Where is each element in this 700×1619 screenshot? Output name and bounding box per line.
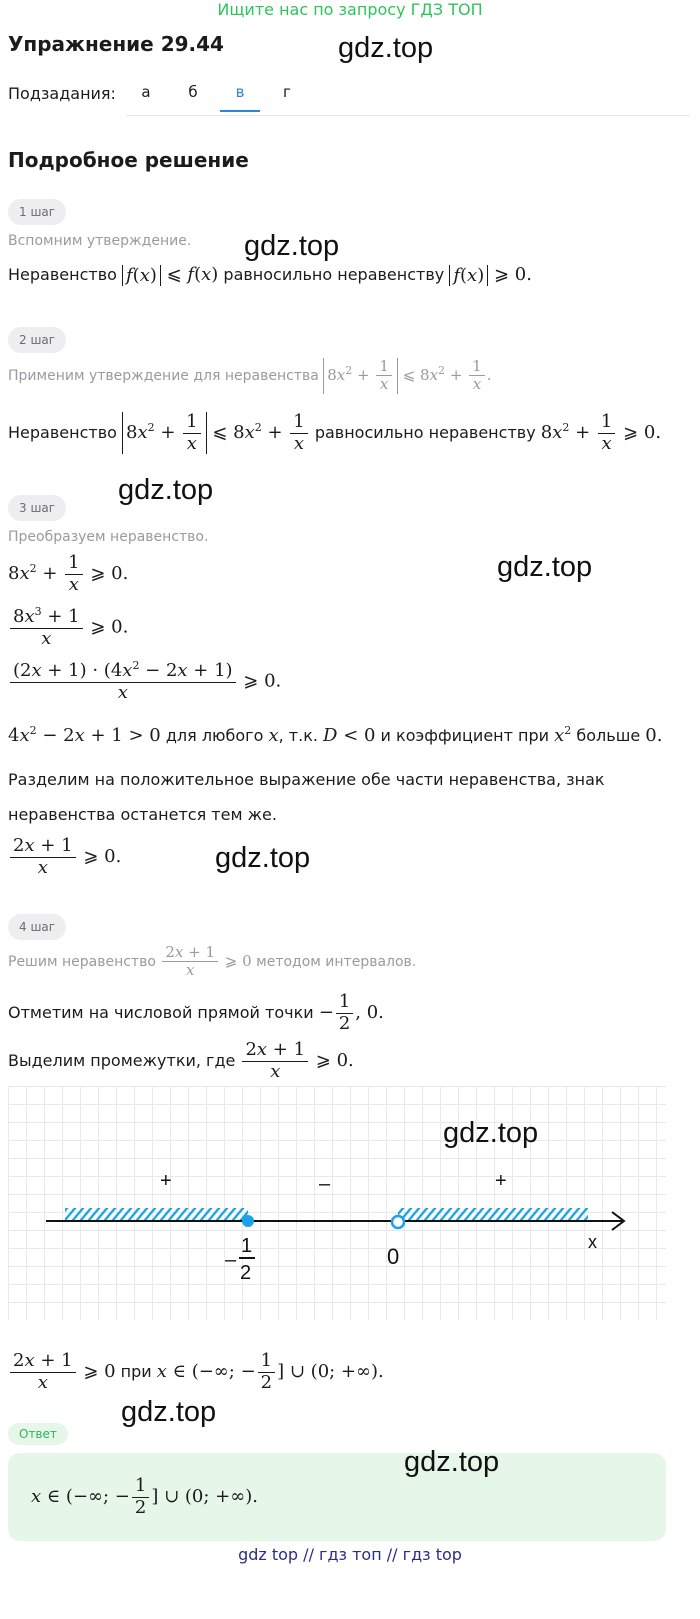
- watermark: gdz.top: [118, 474, 214, 506]
- subtasks-tabs: [126, 76, 690, 116]
- step-3-text-d: больше: [576, 726, 641, 745]
- step-3-text-a: для любого: [165, 726, 264, 745]
- point-left-minus: –: [225, 1249, 237, 1271]
- step-badge-4: 4 шаг: [8, 914, 66, 940]
- formula-line-4: $\frac{2x + 1}{x}$ ⩾ 0.: [8, 836, 121, 878]
- formula: $8x^2$ + $\frac{1}{x}$ ⩽ $8x^2$ + $\frac{1}{x}$: [122, 422, 310, 443]
- step-2-hint: [8, 358, 491, 394]
- step-4-line-1: [8, 992, 384, 1034]
- step-2-statement: [8, 412, 661, 454]
- sign-right: +: [495, 1170, 507, 1192]
- number-line: [8, 1086, 666, 1320]
- step-4-line-2: [8, 1040, 354, 1082]
- footer-link-1[interactable]: gdz top: [238, 1545, 299, 1564]
- formula: $8x^2$ + $\frac{1}{x}$ ⩽ $8x^2$ + $\frac{1}{x}$ .: [323, 366, 491, 384]
- footer-link-3[interactable]: гдз top: [402, 1545, 462, 1564]
- footer-separator: //: [303, 1545, 314, 1564]
- page-title: Упражнение 29.44: [8, 32, 224, 56]
- step-4-hint: [8, 944, 416, 980]
- watermark: gdz.top: [404, 1446, 500, 1478]
- step-1-hint: Вспомним утверждение.: [8, 233, 192, 249]
- step-3-text-b: , т.к.: [278, 726, 318, 745]
- step-4-line-2-text: Выделим промежутки, где: [8, 1051, 236, 1071]
- formula: $\frac{2x + 1}{x}$ ⩾ 0.: [240, 1050, 353, 1071]
- step-3-hint: Преобразуем неравенство.: [8, 529, 209, 545]
- section-title: Подробное решение: [8, 148, 249, 172]
- formula-line-2: $\frac{8x^3 + 1}{x}$ ⩾ 0.: [8, 606, 128, 649]
- step-3-text-c: и коэффициент при: [380, 726, 550, 745]
- step-2-hint-text: Применим утверждение для неравенства: [8, 367, 319, 384]
- point-left-filled: [242, 1215, 254, 1227]
- point-left-denominator: 2: [240, 1262, 252, 1284]
- formula-line-3: $\frac{(2x + 1) \cdot (4x^2 - 2x + 1)}{x}$ ⩾ 0.: [8, 660, 281, 703]
- footer-separator: //: [386, 1545, 398, 1564]
- step-4-conclusion-text: при: [120, 1362, 152, 1382]
- formula: $8x^2$ + $\frac{1}{x}$ ⩾ 0.: [540, 411, 662, 454]
- formula-line-1: $8x^2$ + $\frac{1}{x}$ ⩾ 0.: [8, 552, 129, 595]
- step-badge-3: 3 шаг: [8, 495, 66, 521]
- answer-formula: x ∈ (−∞; − $\frac{1}{2}$ ] ∪ (0; +∞).: [31, 1475, 258, 1518]
- step-1-statement: [8, 264, 532, 286]
- watermark: gdz.top: [443, 1117, 539, 1149]
- formula: − $\frac{1}{2}$ , 0.: [318, 991, 384, 1034]
- step-2-text-a: Неравенство: [8, 423, 117, 443]
- formula: x: [268, 725, 279, 746]
- formula: 0.: [645, 725, 663, 746]
- footer-link-2[interactable]: гдз топ: [319, 1545, 382, 1564]
- hatch-left-interval: [65, 1208, 248, 1221]
- step-3-discriminant-line: [8, 724, 662, 746]
- step-1-text-a: Неравенство: [8, 265, 117, 284]
- step-badge-1: 1 шаг: [8, 199, 66, 225]
- axis-label: x: [588, 1232, 597, 1252]
- formula: x ∈ (−∞; − $\frac{1}{2}$ ] ∪ (0; +∞).: [156, 1350, 384, 1393]
- step-4-hint-b: методом интервалов.: [256, 953, 417, 970]
- formula: f(x) ⩾ 0.: [449, 264, 532, 285]
- hatch-right-interval: [398, 1208, 588, 1221]
- subtasks-label: Подзадания:: [8, 84, 116, 103]
- watermark: gdz.top: [338, 32, 434, 64]
- answer-label: Ответ: [8, 1423, 68, 1445]
- formula: f(x) ⩽ f(x): [122, 264, 218, 285]
- sign-middle: –: [319, 1173, 331, 1195]
- watermark: gdz.top: [215, 842, 311, 874]
- point-right-empty: [392, 1216, 404, 1228]
- step-badge-2: 2 шаг: [8, 327, 66, 353]
- watermark: gdz.top: [497, 551, 593, 583]
- step-4-line-1-text: Отметим на числовой прямой точки: [8, 1003, 314, 1023]
- watermark: gdz.top: [244, 230, 340, 262]
- tab-b[interactable]: б: [188, 83, 198, 101]
- step-4-hint-a: Решим неравенство: [8, 953, 156, 970]
- point-right-label: 0: [387, 1244, 400, 1269]
- sign-left: +: [160, 1170, 172, 1192]
- tab-a[interactable]: а: [141, 83, 151, 101]
- formula: $\frac{2x + 1}{x}$ ⩾ 0: [8, 1361, 116, 1382]
- watermark: gdz.top: [121, 1396, 217, 1428]
- point-left-numerator: 1: [241, 1235, 253, 1257]
- formula: D < 0: [323, 725, 376, 746]
- formula: $4x^2 - 2x + 1 > 0$: [8, 724, 161, 746]
- formula: $\frac{2x + 1}{x}$ ⩾ 0: [160, 952, 251, 970]
- formula: $x^2$: [554, 724, 572, 746]
- step-3-paragraph-2: неравенства останется тем же.: [8, 805, 277, 824]
- top-banner[interactable]: Ищите нас по запросу ГДЗ ТОП: [217, 0, 483, 19]
- tab-g[interactable]: г: [283, 83, 291, 101]
- footer-links: [0, 1545, 700, 1564]
- step-3-paragraph: Разделим на положительное выражение обе части неравенства, знак: [8, 770, 605, 789]
- step-4-conclusion: [8, 1351, 384, 1393]
- tab-v[interactable]: в: [220, 83, 260, 112]
- step-2-text-b: равносильно неравенству: [314, 423, 536, 443]
- step-1-text-b: равносильно неравенству: [223, 265, 445, 284]
